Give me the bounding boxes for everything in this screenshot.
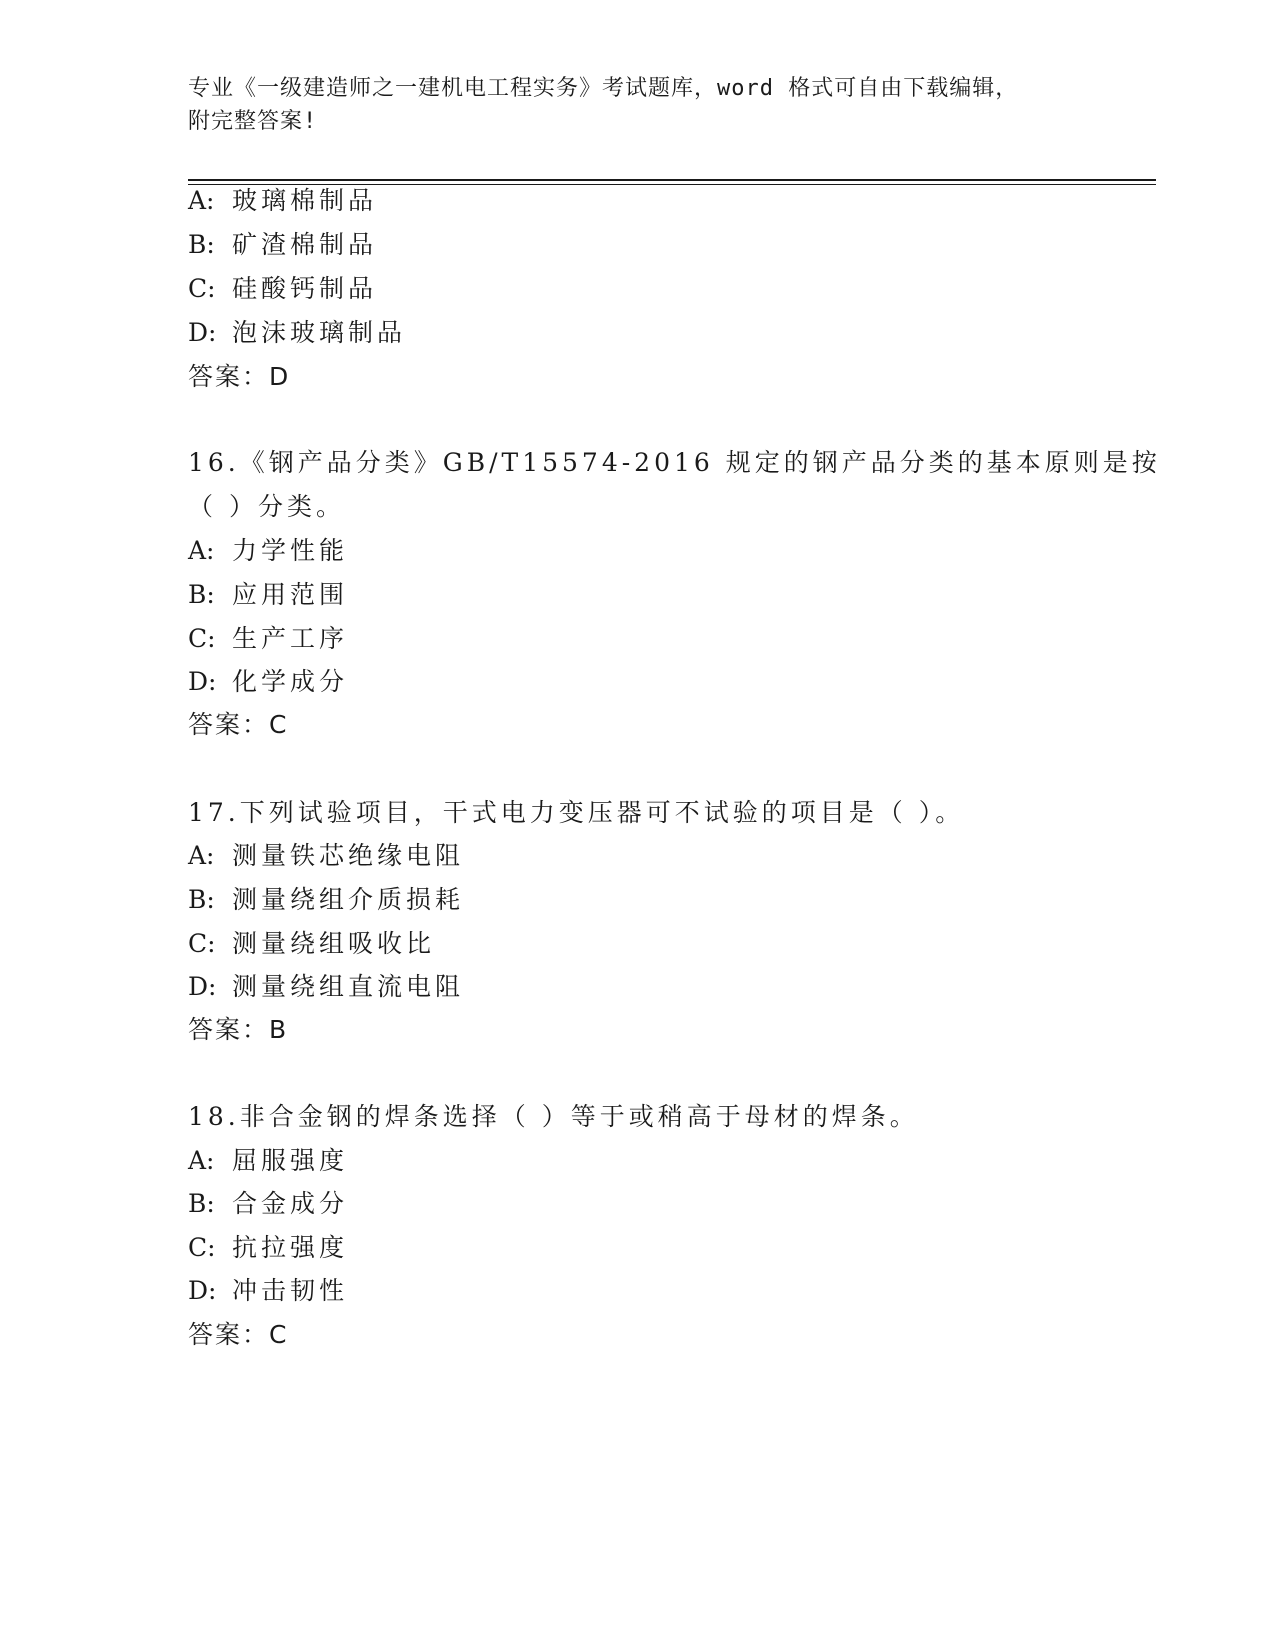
header-divider-thick <box>188 179 1156 181</box>
q16-stem-line-1: 16.《钢产品分类》GB/T15574-2016 规定的钢产品分类的基本原则是按 <box>188 448 1161 477</box>
header-line-2: 附完整答案! <box>188 109 318 134</box>
q15-option-b: B: 矿渣棉制品 <box>188 230 378 259</box>
q17-option-a: A: 测量铁芯绝缘电阻 <box>188 841 465 870</box>
document-header <box>188 72 1088 138</box>
q18-stem-line-1: 18.非合金钢的焊条选择（ ）等于或稍高于母材的焊条。 <box>188 1102 919 1131</box>
q18-option-d: D: 冲击韧性 <box>188 1276 349 1305</box>
q18-option-c: C: 抗拉强度 <box>188 1233 349 1262</box>
q17-option-c: C: 测量绕组吸收比 <box>188 929 436 958</box>
q16-stem-line-2: （ ）分类。 <box>188 492 345 521</box>
q17-answer: 答案：B <box>188 1015 289 1044</box>
q16-answer: 答案：C <box>188 710 289 739</box>
q18-option-b: B: 合金成分 <box>188 1189 349 1218</box>
q15-answer: 答案：D <box>188 362 291 391</box>
q16-option-d: D: 化学成分 <box>188 667 349 696</box>
q17-option-b: B: 测量绕组介质损耗 <box>188 885 465 914</box>
q16-option-a: A: 力学性能 <box>188 536 349 565</box>
header-line-1: 专业《一级建造师之一建机电工程实务》考试题库，word 格式可自由下载编辑， <box>188 76 1019 101</box>
q15-option-d: D: 泡沫玻璃制品 <box>188 318 407 347</box>
q18-option-a: A: 屈服强度 <box>188 1146 349 1175</box>
q17-option-d: D: 测量绕组直流电阻 <box>188 972 465 1001</box>
q16-option-c: C: 生产工序 <box>188 624 349 653</box>
q15-option-a: A: 玻璃棉制品 <box>188 186 378 215</box>
q18-answer: 答案：C <box>188 1320 289 1349</box>
q17-stem-line-1: 17.下列试验项目，干式电力变压器可不试验的项目是（ ）。 <box>188 798 965 827</box>
q15-option-c: C: 硅酸钙制品 <box>188 274 378 303</box>
q16-option-b: B: 应用范围 <box>188 580 349 609</box>
